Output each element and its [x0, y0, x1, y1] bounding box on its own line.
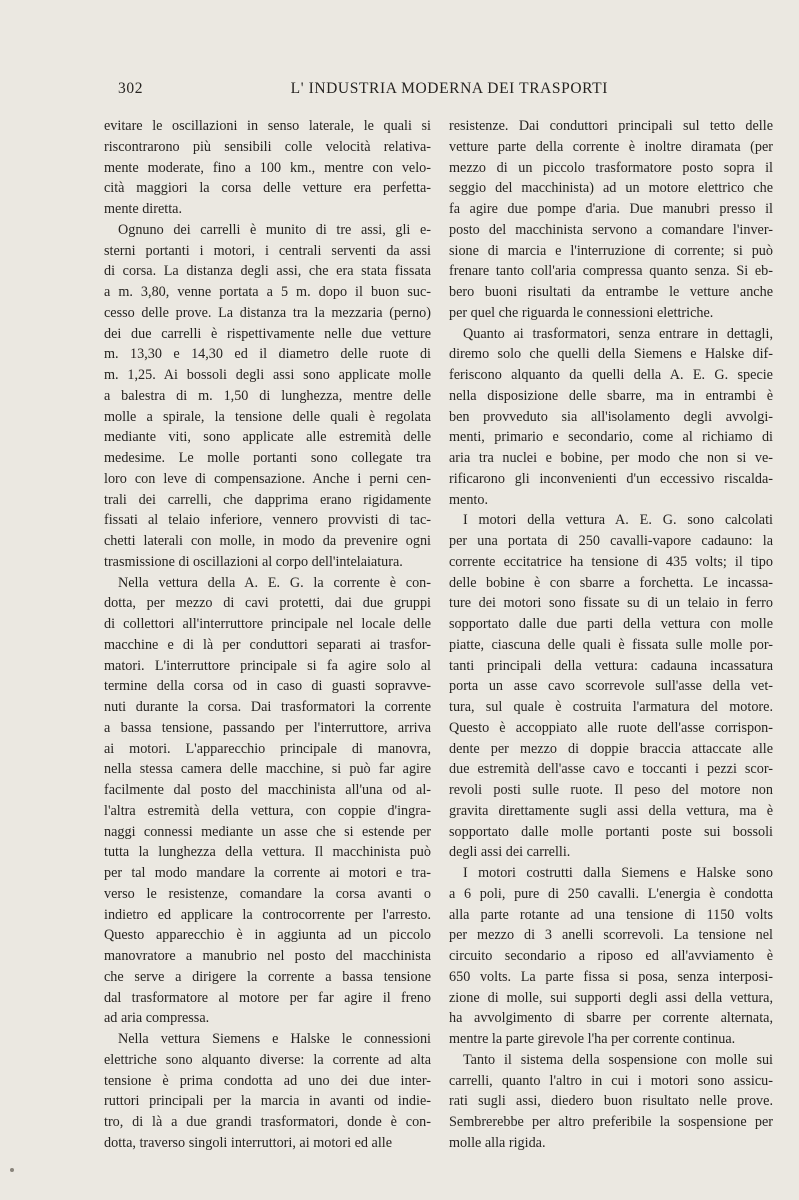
text-line: seggio del macchinista) ad un motore elettrico che: [449, 180, 773, 197]
text-line: elettriche sono alquanto diverse: la corrente ad alta: [104, 1051, 431, 1068]
text-line: Quanto ai trasformatori, senza entrare in dettagli,: [463, 325, 773, 342]
page-number: 302: [118, 80, 144, 97]
text-line: indietro ed applicare la controcorrente per l'arresto.: [104, 906, 431, 923]
text-line: di collettori all'interruttore principale nel locale delle: [104, 616, 431, 632]
text-line: m. 13,30 e 14,30 ed il diametro delle ruote di: [104, 346, 431, 363]
text-line: mezzo di un piccolo trasformatore posto sopra il: [449, 159, 773, 176]
text-line: a bassa tensione, passando per l'interruttore, arriva: [104, 719, 431, 736]
text-line: alla parte rotante ad una tensione di 1150 volts: [449, 906, 773, 923]
text-line: trali dei carrelli, che dapprima erano rigidamente: [104, 491, 431, 508]
text-line: dente per mezzo di doppie braccia attaccate alle: [449, 740, 773, 757]
text-line: a m. 3,80, venne portata a 5 m. dopo il buon suc-: [104, 284, 431, 300]
text-line: tanti principali della vettura: cadauna incassatura: [449, 657, 773, 674]
text-line: delle bobine è con sbarre a forchetta. Le incassa-: [449, 574, 773, 591]
text-line: revoli posti sulle ruote. Il peso del motore non: [449, 782, 773, 798]
text-line: sione di marcia e l'interruzione di corrente; si può: [449, 242, 773, 259]
text-line: resistenze. Dai conduttori principali sul tetto delle: [449, 118, 773, 134]
text-line: carrelli, quanto l'altro in cui i motori sono assicu-: [449, 1072, 773, 1089]
text-line: ture dei motori sono fissate su di un telaio in ferro: [449, 595, 773, 612]
text-line: I motori della vettura A. E. G. sono calcolati: [463, 512, 773, 529]
text-line: dotta, per mezzo di cavi protetti, dai due gruppi: [104, 595, 431, 612]
text-line: corrente eccitatrice ha tensione di 435 volts; il tipo: [449, 553, 773, 570]
text-line: circuito secondario a riposo ed all'avviamento è: [449, 948, 773, 964]
running-title: L' INDUSTRIA MODERNA DEI TRASPORTI: [290, 80, 608, 97]
text-line: dei due carrelli è rispettivamente nelle due vetture: [104, 325, 431, 342]
text-line: nuti durante la corsa. Dai trasformatori la corrente: [104, 699, 431, 715]
text-line: riscontrarono più sensibili colle velocità relativa-: [104, 138, 431, 155]
text-line: piatte, ciascuna delle quali è fissata sulle molle por-: [449, 636, 773, 653]
text-line: rati sugli assi, diedero buon risultato nelle prove.: [449, 1093, 773, 1110]
text-line: fissati al telaio inferiore, vennero provvisti di tac-: [104, 512, 431, 529]
text-line: bero buoni risultati da entrambe le vetture anche: [449, 284, 773, 300]
text-line: degli assi dei carrelli.: [449, 844, 571, 861]
text-line: tura, sul quale è costruita l'armatura del motore.: [449, 699, 773, 715]
text-line: aria tra nuclei e bobine, per modo che non si ve-: [449, 450, 773, 466]
text-line: menti, primario e secondario, come al richiamo di: [449, 429, 773, 446]
text-line: chetti laterali con molle, in modo da prevenire ogni: [104, 533, 431, 549]
text-line: cesso delle prove. La distanza tra la mezzaria (perno): [104, 304, 431, 321]
text-line: feriscono alquanto da quelli della A. E. G. specie: [449, 367, 773, 383]
text-line: per quel che riguarda le connessioni elettriche.: [449, 304, 714, 321]
text-line: gravita direttamente sugli assi della vettura, ma è: [449, 802, 773, 819]
text-line: tro, di là a due grandi trasformatori, donde è con-: [104, 1114, 431, 1130]
text-line: a balestra di m. 1,50 di lunghezza, mentre delle: [104, 387, 431, 404]
text-line: mentre la parte girevole l'ha per corrente continua.: [449, 1031, 736, 1047]
text-line: naggi connessi mediante un asse che si estende per: [104, 823, 431, 840]
right-text-column: [449, 116, 773, 1154]
text-line: I motori costrutti dalla Siemens e Halske sono: [463, 865, 773, 881]
text-line: di corsa. La distanza degli assi, che era stata fissata: [104, 263, 431, 280]
text-line: Nella vettura Siemens e Halske le connessioni: [118, 1031, 431, 1047]
text-line: m. 1,25. Ai bossoli degli assi sono applicate molle: [104, 367, 431, 383]
text-line: l'altra estremità della vettura, con coppie d'ingra-: [104, 802, 431, 819]
text-line: sopportato dalle molle portanti poste sui bossoli: [449, 823, 773, 840]
text-line: Nella vettura della A. E. G. la corrente è con-: [118, 574, 431, 591]
text-line: nella stessa camera delle macchine, si può far agire: [104, 761, 431, 778]
text-line: nella disposizione delle sbarre, ma in entrambi è: [449, 387, 773, 404]
text-line: ben provveduto sia all'isolamento degli avvolgi-: [449, 408, 773, 425]
text-line: mente diretta.: [104, 201, 182, 217]
left-text-column: [104, 116, 431, 1154]
text-line: molle a spirale, la tensione delle quali è regolata: [104, 408, 431, 425]
text-line: Ognuno dei carrelli è munito di tre assi, gli e-: [118, 221, 431, 238]
text-line: cità maggiori la corsa delle vetture era perfetta-: [104, 180, 431, 197]
text-line: ai motori. L'apparecchio principale di manovra,: [104, 740, 431, 757]
paper-spot: [10, 1168, 14, 1172]
text-line: diremo solo che quelli della Siemens e Halske dif-: [449, 346, 773, 363]
text-line: per una portata di 250 cavalli-vapore cadauno: la: [449, 533, 773, 549]
text-line: verso le resistenze, comandare la corsa avanti o: [104, 885, 431, 902]
text-line: posto del macchinista servono a comandare l'inver-: [449, 221, 773, 238]
text-line: ad aria compressa.: [104, 1010, 210, 1027]
text-line: matori. L'interruttore principale si fa agire solo al: [104, 657, 431, 674]
text-line: per mezzo di 3 anelli scorrevoli. La tensione nel: [449, 927, 773, 944]
text-line: tensione è prima condotta ad uno dei due inter-: [104, 1072, 431, 1089]
text-line: dotta, traverso singoli interruttori, ai motori ed alle: [104, 1134, 393, 1151]
text-line: Tanto il sistema della sospensione con molle sui: [463, 1051, 773, 1068]
text-line: Questo apparecchio è in aggiunta ad un piccolo: [104, 927, 431, 944]
text-line: 650 volts. La parte fissa si posa, senza interposi-: [449, 968, 773, 985]
text-line: rificarono gli inconvenienti d'un eccessivo riscalda-: [449, 470, 773, 487]
text-line: Sembrerebbe per altro preferibile la sospensione per: [449, 1114, 773, 1130]
text-line: sterni portanti i motori, i centrali serventi da assi: [104, 242, 431, 259]
text-line: loro con leve di compensazione. Anche i perni cen-: [104, 470, 431, 487]
text-line: macchine e di là per conduttori separati ai trasfor-: [104, 636, 431, 653]
text-line: facilmente dal posto del macchinista all'una od al-: [104, 782, 431, 798]
text-line: termine della corsa od in caso di guasti sopravve-: [104, 678, 431, 695]
text-line: sopportato dalle due parti della vettura con molle: [449, 616, 773, 632]
text-line: molle alla rigida.: [449, 1134, 546, 1151]
page-header: [118, 80, 608, 102]
text-line: dal trasformatore al motore per far agire il freno: [104, 989, 431, 1006]
text-line: evitare le oscillazioni in senso laterale, le quali si: [104, 118, 431, 134]
text-line: a 6 poli, pure di 250 cavalli. L'energia è condotta: [449, 885, 773, 902]
text-line: ha avvolgimento di sbarre per corrente alternata,: [449, 1010, 773, 1027]
text-line: zione di molle, sui supporti degli assi della vettura,: [449, 989, 773, 1006]
text-line: manovratore a manubrio nel posto del macchinista: [104, 948, 431, 964]
text-line: mente moderate, fino a 100 km., mentre con velo-: [104, 159, 431, 176]
text-line: ruttori principali per la marcia in avanti od indie-: [104, 1093, 431, 1110]
text-line: medesime. Le molle portanti sono collegate tra: [104, 450, 431, 466]
text-line: mento.: [449, 491, 489, 508]
text-line: fa agire due pompe d'aria. Due manubri presso il: [449, 201, 773, 217]
text-line: per tal modo mandare la corrente ai motori e tra-: [104, 865, 431, 881]
text-line: che serve a dirigere la corrente a bassa tensione: [104, 968, 431, 985]
text-line: porta un asse cavo scorrevole sull'asse della vet-: [449, 678, 773, 695]
text-line: Questo è accoppiato alle ruote dell'asse corrispon-: [449, 719, 773, 736]
text-line: tutta la lunghezza della vettura. Il macchinista può: [104, 844, 431, 861]
text-line: trasmissione di oscillazioni al corpo dell'intelaiatura.: [104, 553, 403, 570]
text-line: mediante viti, sono applicate alle estremità delle: [104, 429, 431, 446]
text-line: due estremità dell'asse cavo e toccanti i pezzi scor-: [449, 761, 773, 778]
text-line: frenare tanto coll'aria compressa quanto senza. Si eb-: [449, 263, 773, 280]
text-line: vetture parte della corrente è inoltre diramata (per: [449, 138, 773, 155]
